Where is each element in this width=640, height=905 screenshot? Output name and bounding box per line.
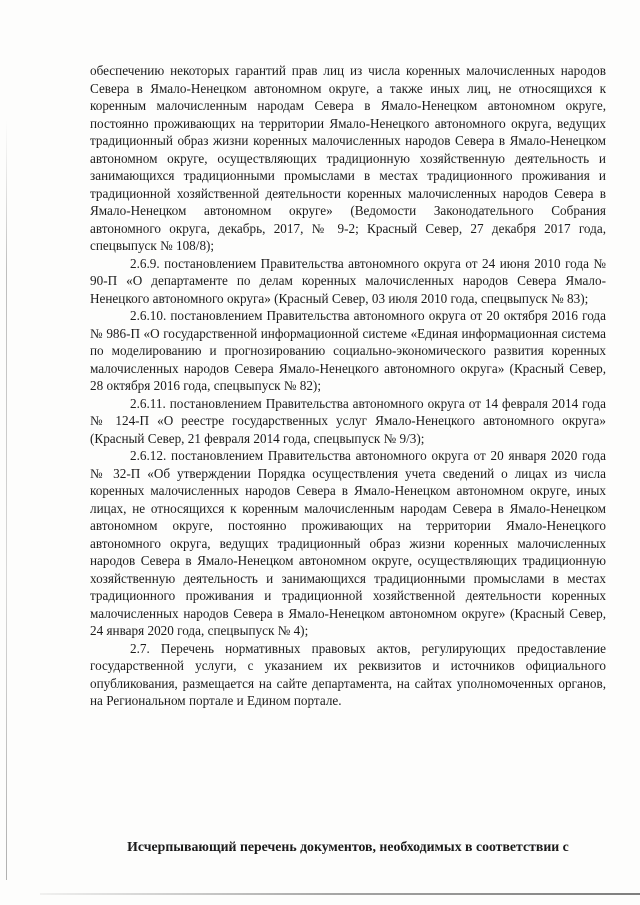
document-body (90, 62, 606, 710)
paragraph-continuation: обеспечению некоторых гарантий прав лиц из числа коренных малочисленных народов Севера в Ямало-Ненецком автономном округе, а также иных лиц, не относящихся к коренным малочисленным народам Севера в Ямало-Ненецком автономном округе, постоянно проживающих на территории Ямало-Ненецкого автономного округа, ведущих традиционный образ жизни коренных малочисленных народов Севера в Ямало-Ненецком автономном округе, осуществляющих традиционную хозяйственную деятельность и занимающихся традиционными промыслами в местах традиционного проживания и традиционной хозяйственной деятельности коренных малочисленных народов Севера в Ямало-Ненецком автономном округе» (Ведомости Законодательного Собрания автономного округа, декабрь, 2017, № 9-2; Красный Север, 27 декабря 2017 года, спецвыпуск № 108/8); (90, 63, 606, 253)
paragraph-2-7: 2.7. Перечень нормативных правовых актов, регулирующих предоставление государственной услуги, с указанием их реквизитов и источников официального опубликования, размещается на сайте департамента, на сайтах уполномоченных органов, на Региональном портале и Едином портале. (90, 640, 606, 708)
scan-edge-bottom (40, 893, 640, 895)
paragraph-2-6-12: 2.6.12. постановлением Правительства автономного округа от 20 января 2020 года № 32-П «Об утверждении Порядка осуществления учета сведений о лицах из числа коренных малочисленных народов Севера в Ямало-Ненецком автономном округе, иных лицах, не относящихся к коренным малочисленным народам Севера в Ямало-Ненецком автономном округе, постоянно проживающих на территории Ямало-Ненецкого автономного округа, ведущих традиционный образ жизни коренных малочисленных народов Севера в Ямало-Ненецком автономном округе, осуществляющих традиционную хозяйственную деятельность и занимающихся традиционными промыслами в местах традиционного проживания и традиционной хозяйственной деятельности коренных малочисленных народов Севера в Ямало-Ненецком автономном округе» (Красный Север, 24 января 2020 года, спецвыпуск № 4); (90, 448, 606, 638)
paragraph-2-6-11: 2.6.11. постановлением Правительства автономного округа от 14 февраля 2014 года № 124-П «О реестре государственных услуг Ямало-Ненецкого автономного округа» (Красный Север, 21 февраля 2014 года, спецвыпуск № 9/3); (90, 395, 606, 446)
section-heading: Исчерпывающий перечень документов, необходимых в соответствии с (127, 839, 569, 854)
paragraph-2-6-9: 2.6.9. постановлением Правительства автономного округа от 24 июня 2010 года № 90-П «О департаменте по делам коренных малочисленных народов Севера Ямало-Ненецкого автономного округа» (Красный Север, 03 июля 2010 года, спецвыпуск № 83); (90, 255, 606, 306)
paragraph-2-6-10: 2.6.10. постановлением Правительства автономного округа от 20 октября 2016 года № 986-П «О государственной информационной системе «Единая информационная система по моделированию и прогнозированию социально-экономического развития коренных малочисленных народов Севера Ямало-Ненецкого автономного округа» (Красный Север, 28 октября 2016 года, спецвыпуск № 82); (90, 308, 606, 393)
scan-edge-left (6, 120, 7, 880)
